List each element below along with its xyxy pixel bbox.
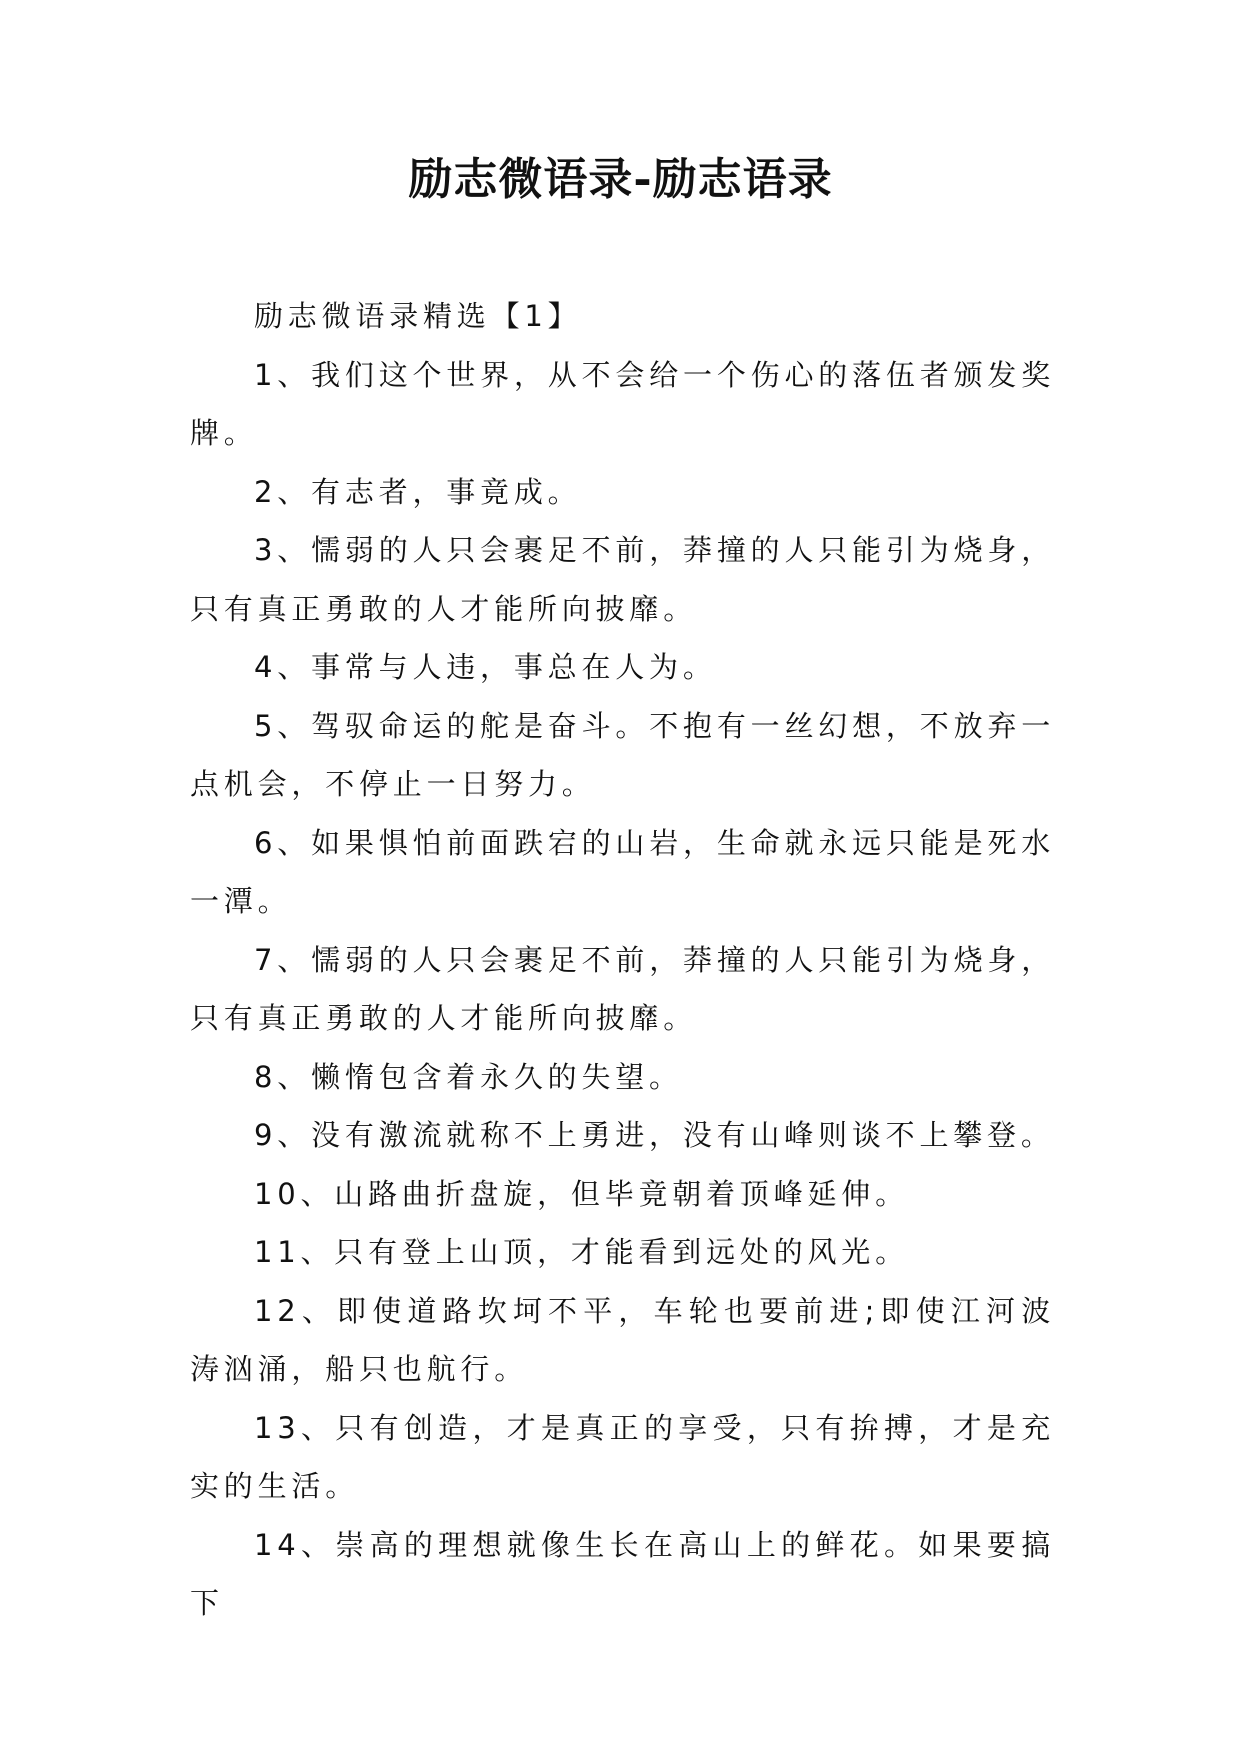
section-heading: 励志微语录精选【1】 bbox=[254, 299, 582, 333]
document-body bbox=[190, 287, 1055, 1633]
quote-paragraph: 8、懒惰包含着永久的失望。 bbox=[254, 1059, 683, 1094]
quote-paragraph: 4、事常与人违，事总在人为。 bbox=[254, 650, 717, 684]
quote-paragraph: 2、有志者，事竟成。 bbox=[254, 474, 582, 509]
quote-paragraph: 5、驾驭命运的舵是奋斗。不抱有一丝幻想，不放弃一点机会，不停止一日努力。 bbox=[190, 708, 1055, 801]
quote-paragraph: 12、即使道路坎坷不平，车轮也要前进;即使江河波涛汹涌，船只也航行。 bbox=[190, 1293, 1055, 1386]
quote-paragraph: 3、懦弱的人只会裹足不前，莽撞的人只能引为烧身，只有真正勇敢的人才能所向披靡。 bbox=[190, 533, 1055, 626]
quote-paragraph: 9、没有激流就称不上勇进，没有山峰则谈不上攀登。 bbox=[254, 1118, 1055, 1152]
quote-paragraph: 11、只有登上山顶，才能看到远处的风光。 bbox=[254, 1235, 909, 1269]
quote-paragraph: 6、如果惧怕前面跌宕的山岩，生命就永远只能是死水一潭。 bbox=[190, 825, 1055, 918]
quote-paragraph: 10、山路曲折盘旋，但毕竟朝着顶峰延伸。 bbox=[254, 1176, 909, 1211]
quote-paragraph: 7、懦弱的人只会裹足不前，莽撞的人只能引为烧身，只有真正勇敢的人才能所向披靡。 bbox=[190, 942, 1055, 1035]
quote-paragraph: 14、崇高的理想就像生长在高山上的鲜花。如果要搞下 bbox=[190, 1527, 1055, 1620]
quote-paragraph: 13、只有创造，才是真正的享受，只有拚搏，才是充实的生活。 bbox=[190, 1410, 1055, 1503]
quote-paragraph: 1、我们这个世界，从不会给一个伤心的落伍者颁发奖牌。 bbox=[190, 357, 1055, 450]
document-title: 励志微语录-励志语录 bbox=[408, 154, 833, 205]
